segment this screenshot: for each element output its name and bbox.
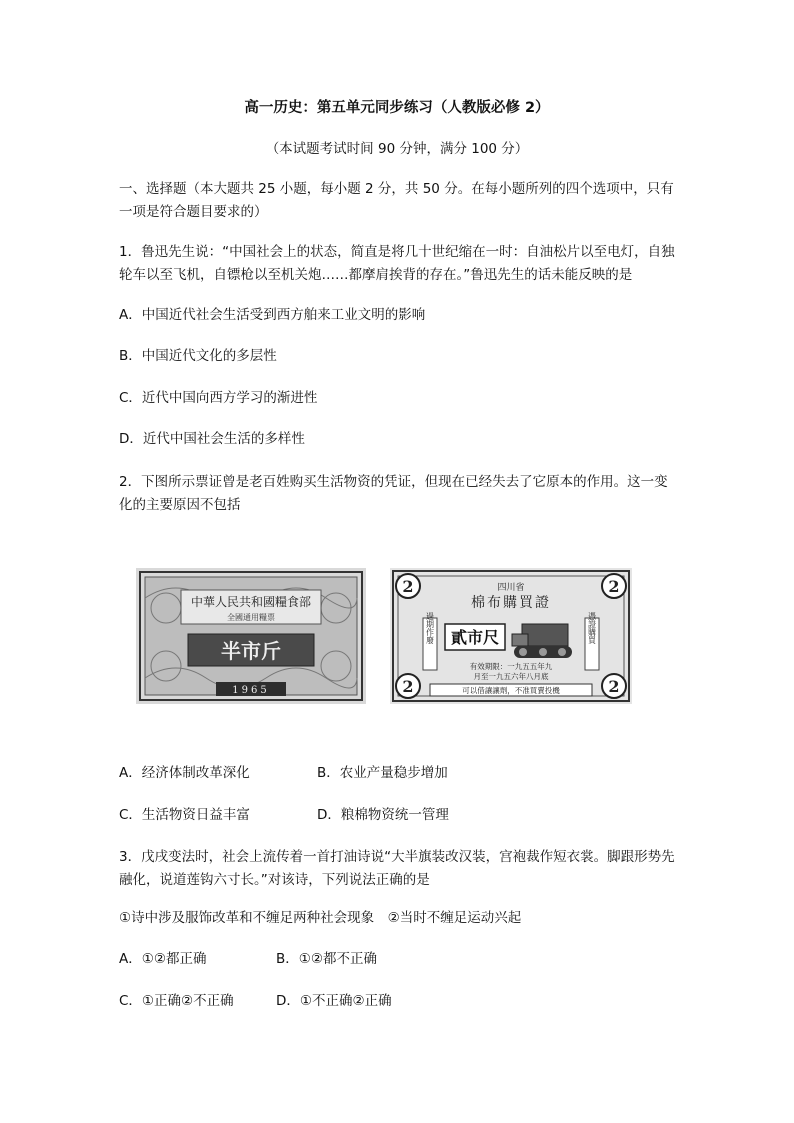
q1-option-a: A．中国近代社会生活受到西方舶来工业文明的影响 <box>119 307 426 323</box>
q3-stem-line2: 融化，说道莲钩六寸长。”对该诗，下列说法正确的是 <box>119 872 430 888</box>
cloth-coupon-corner-br: 2 <box>608 677 620 696</box>
q3-option-c: C．①正确②不正确 <box>119 993 234 1009</box>
cloth-coupon-amount: 貳市尺 <box>450 628 500 647</box>
q2-stem-line2: 化的主要原因不包括 <box>119 497 241 513</box>
cloth-coupon-corner-bl: 2 <box>402 677 414 696</box>
cloth-coupon-image <box>390 568 632 704</box>
grain-coupon-header: 中華人民共和國糧食部 <box>190 595 312 609</box>
q1-stem-line2: 轮车以至飞机，自镖枪以至机关炮……都摩肩挨背的存在。”鲁迅先生的话未能反映的是 <box>119 267 633 283</box>
q2-option-a: A．经济体制改革深化 <box>119 765 250 781</box>
cloth-coupon-province: 四川省 <box>497 583 525 593</box>
q3-stem-line1: 3．戊戌变法时，社会上流传着一首打油诗说“大半旗装改汉装，宫袍裁作短衣裳。脚跟形势先 <box>119 849 675 865</box>
q3-option-a: A．①②都正确 <box>119 951 207 967</box>
q1-option-c: C．近代中国向西方学习的渐进性 <box>119 390 318 406</box>
q3-statement: ①诗中涉及服饰改革和不缠足两种社会现象 ②当时不缠足运动兴起 <box>119 910 522 926</box>
grain-coupon-amount: 半市斤 <box>221 639 281 663</box>
q2-option-c: C．生活物资日益丰富 <box>119 807 250 823</box>
cloth-coupon-validity-1: 有效期限：一九五五年九 <box>469 662 553 671</box>
page-subtitle: （本试题考试时间 90 分钟，满分 100 分） <box>265 141 529 157</box>
q3-option-d: D．①不正确②正确 <box>276 993 392 1009</box>
q1-stem-line1: 1．鲁迅先生说：“中国社会上的状态，简直是将几十世纪缩在一时：自油松片以至电灯，自独 <box>119 244 675 260</box>
q2-option-b: B．农业产量稳步增加 <box>317 765 448 781</box>
q3-option-b: B．①②都不正确 <box>276 951 377 967</box>
cloth-coupon-right: 憑證購買 <box>587 612 597 644</box>
section-heading-line1: 一、选择题（本大题共 25 小题，每小题 2 分，共 50 分。在每小题所列的四个选项中，只有 <box>119 181 674 197</box>
grain-coupon-sub: 全國通用糧票 <box>227 613 275 622</box>
q2-option-d: D．粮棉物资统一管理 <box>317 807 449 823</box>
page-title: 高一历史：第五单元同步练习（人教版必修 2） <box>244 100 550 116</box>
grain-coupon-image <box>136 568 366 704</box>
q2-stem-line1: 2．下图所示票证曾是老百姓购买生活物资的凭证，但现在已经失去了它原本的作用。这一变 <box>119 474 668 490</box>
cloth-coupon-corner-tl: 2 <box>402 577 414 596</box>
cloth-coupon-corner-tr: 2 <box>608 577 620 596</box>
q1-option-d: D．近代中国社会生活的多样性 <box>119 431 305 447</box>
section-heading-line2: 一项是符合题目要求的） <box>119 204 268 220</box>
cloth-coupon-footer: 可以借讓讓劑，不准買賣投機 <box>462 686 560 695</box>
grain-coupon-year: 1965 <box>232 685 270 696</box>
q1-option-b: B．中国近代文化的多层性 <box>119 348 277 364</box>
cloth-coupon-validity-2: 月至一九五六年八月底 <box>473 672 549 681</box>
cloth-coupon-name: 棉布購買證 <box>471 595 551 611</box>
cloth-coupon-left: 過期作廢 <box>425 612 435 644</box>
